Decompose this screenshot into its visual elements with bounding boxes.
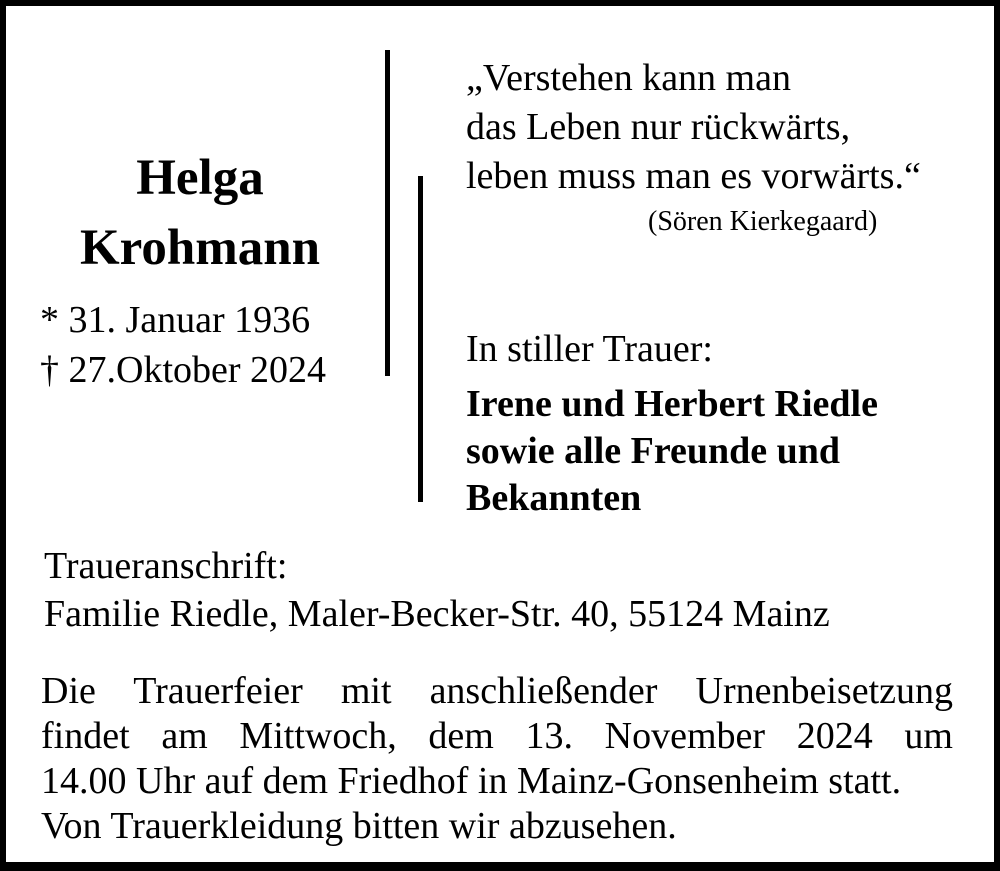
- death-date: † 27.Oktober 2024: [40, 349, 327, 391]
- quote-line-1: „Verstehen kann man: [466, 57, 791, 99]
- service-line-1: Die Trauerfeier mit anschließender Urnenbeisetzung: [41, 670, 953, 712]
- mourner-line-2: sowie alle Freunde und: [466, 430, 841, 472]
- service-announcement: [41, 669, 953, 849]
- quote-line-3: leben muss man es vorwärts.“: [466, 155, 921, 197]
- service-line-2: findet am Mittwoch, dem 13. November 2024 um: [41, 715, 953, 757]
- deceased-first-name: Helga: [136, 150, 264, 206]
- service-line-4: Von Trauerkleidung bitten wir abzusehen.: [41, 805, 677, 847]
- mourning-intro: In stiller Trauer:: [466, 328, 713, 370]
- service-line-3: 14.00 Uhr auf dem Friedhof in Mainz-Gonsenheim statt.: [41, 760, 902, 802]
- quote-attribution: (Sören Kierkegaard): [648, 206, 878, 237]
- birth-date: * 31. Januar 1936: [40, 299, 311, 341]
- quote-line-2: das Leben nur rückwärts,: [466, 106, 851, 148]
- divider-rule-left: [385, 50, 390, 376]
- mourner-line-1: Irene und Herbert Riedle: [466, 383, 878, 425]
- deceased-last-name: Krohmann: [80, 220, 320, 276]
- divider-rule-right: [418, 176, 423, 502]
- mourner-line-3: Bekannten: [466, 477, 642, 519]
- address-label: Traueranschrift:: [44, 545, 288, 587]
- address-value: Familie Riedle, Maler-Becker-Str. 40, 55124 Mainz: [44, 593, 830, 635]
